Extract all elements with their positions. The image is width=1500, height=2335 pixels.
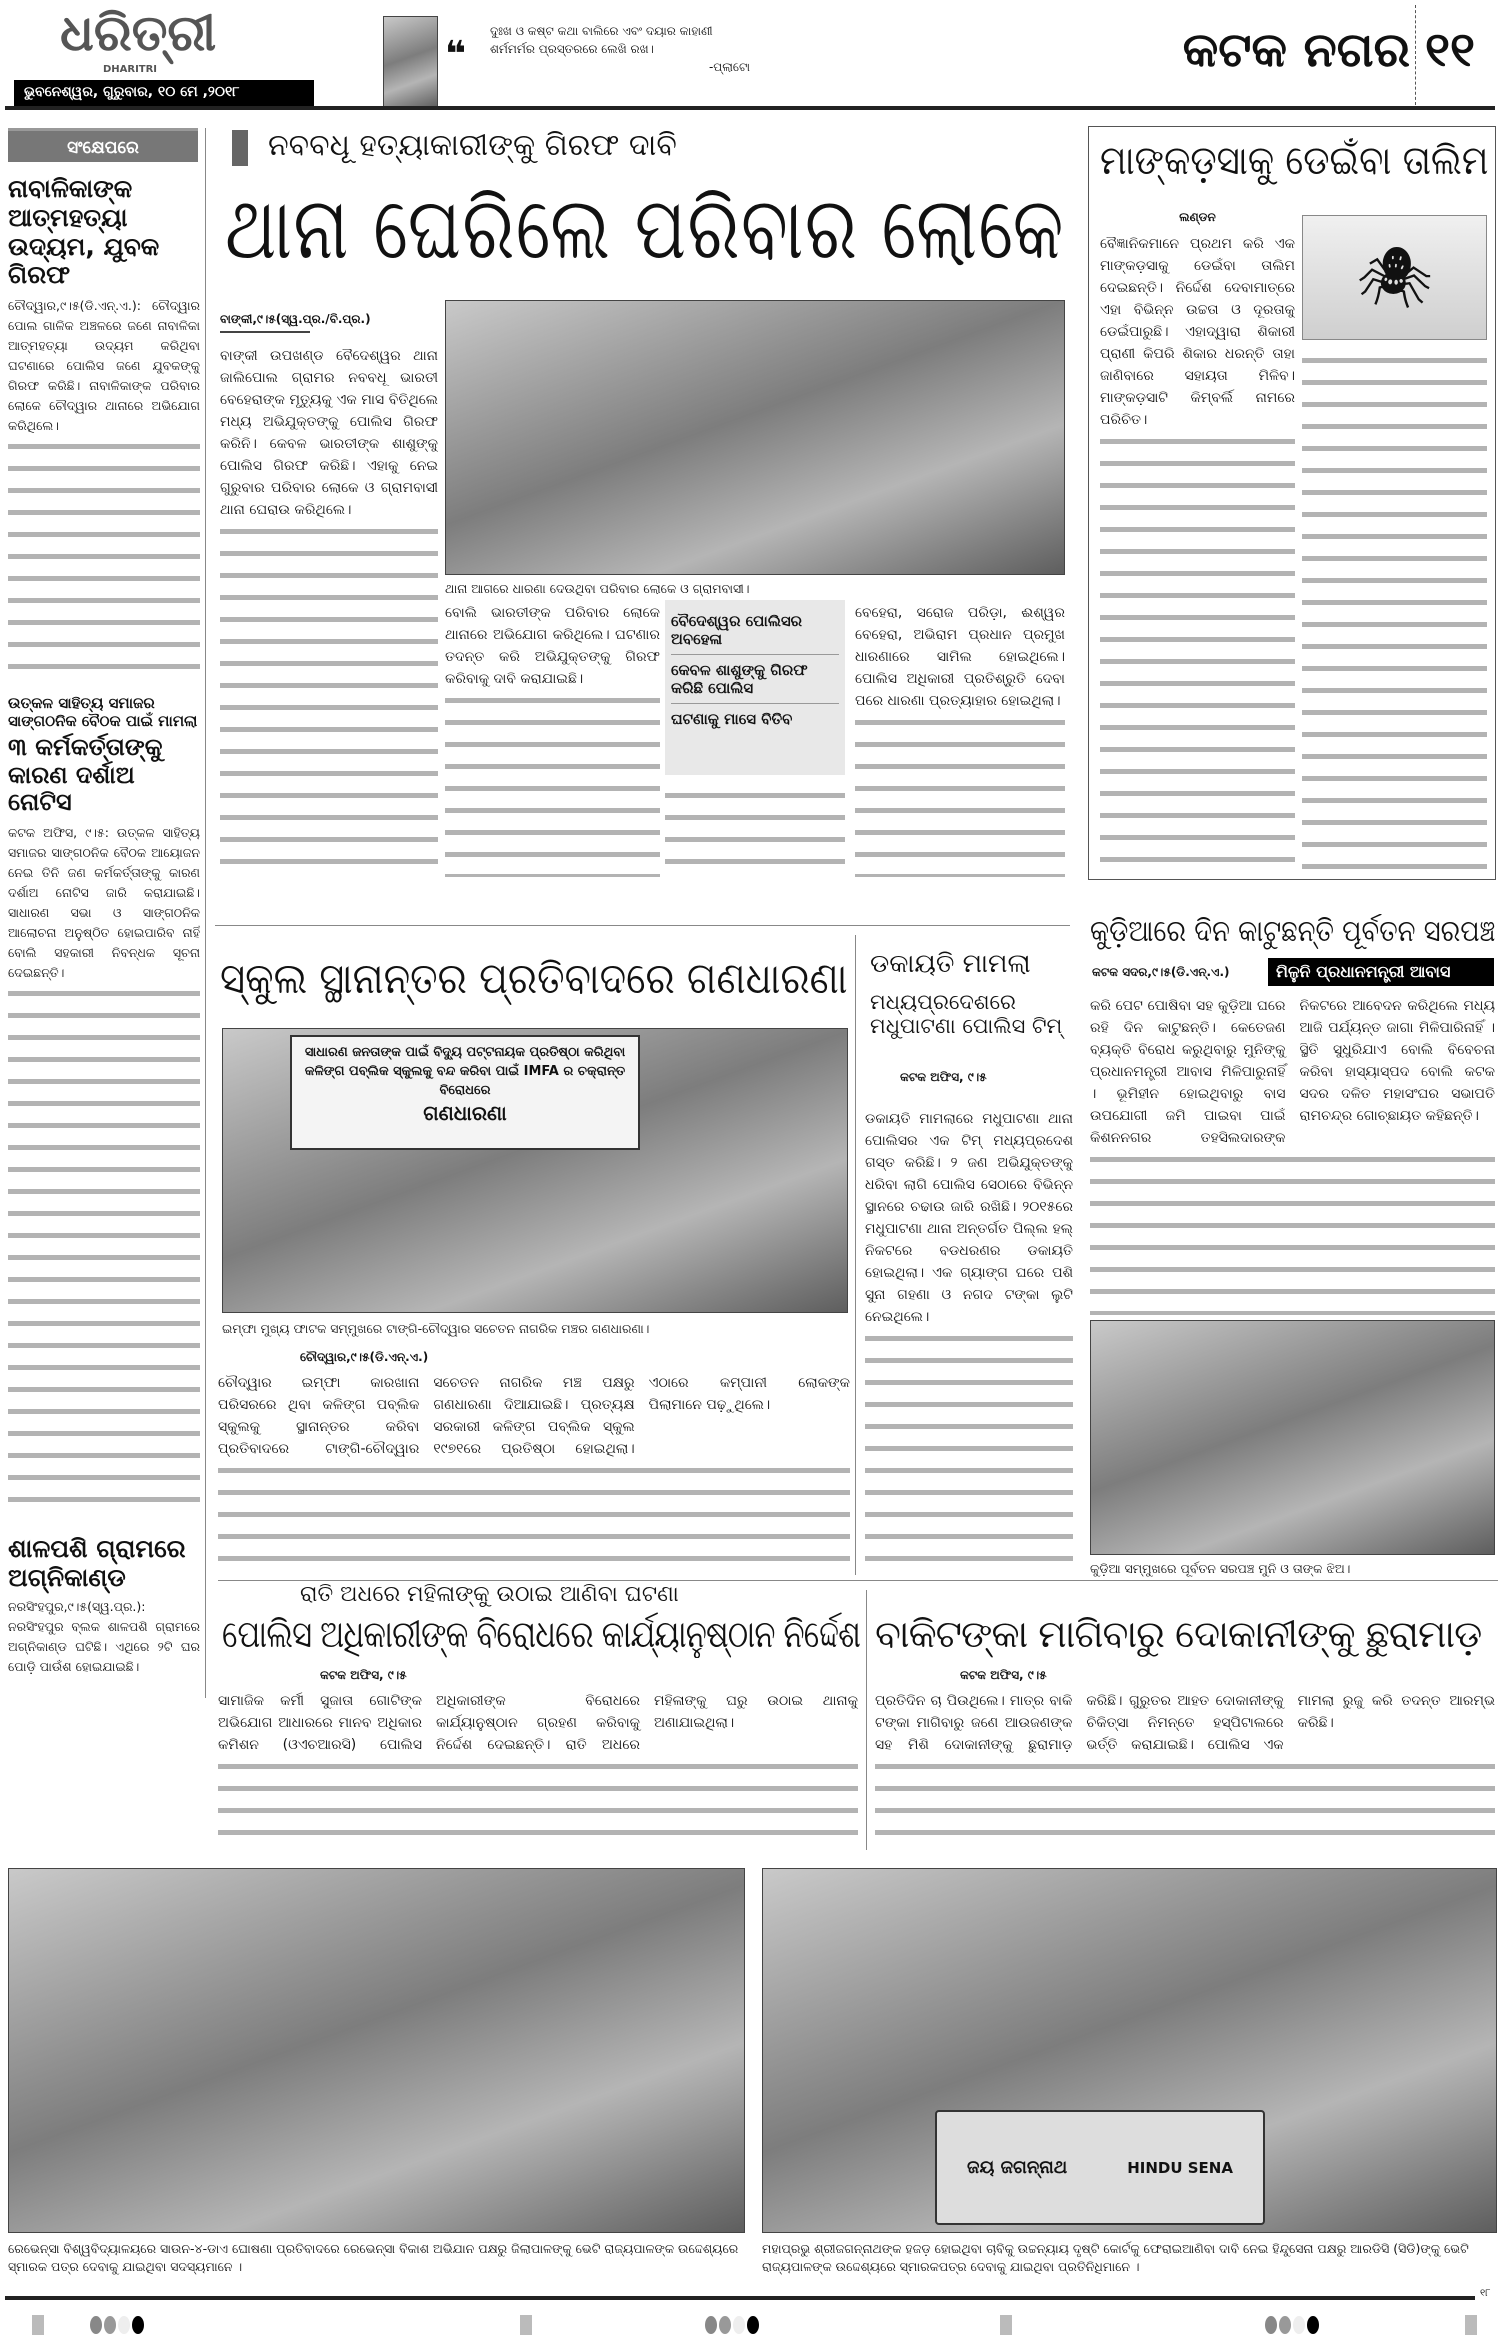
police-body: ସାମାଜିକ କର୍ମୀ ସୁଜାତା ଗୋଟିଙ୍କ ଅଭିଯୋଗ ଆଧାରରେ ମାନବ ଅଧିକାର କମିଶନ (ଓଏଚଆରସି) ପୋଲିସ ଅଧିକାରୀଙ୍କ ବିରୋଧରେ କାର୍ଯ୍ୟାନୁଷ୍ଠାନ ଗ୍ରହଣ କରିବାକୁ ନିର୍ଦ୍ଦେଶ ଦେଇଛନ୍ତି। ରାତି ଅଧରେ ମହିଳାଙ୍କୁ ଘରୁ ଉଠାଇ ଥାନାକୁ ଅଣାଯାଇଥିଲା।	[218, 1693, 858, 1753]
text-lines	[875, 1756, 1495, 1850]
logo-sub: DHARITRI	[102, 64, 158, 75]
text-lines	[1100, 431, 1295, 870]
lead-body: ବେହେରା, ସରୋଜ ପରିଡ଼ା, ଈଶ୍ୱର ବେହେରା, ଅଭିରାମ ପ୍ରଧାନ ପ୍ରମୁଖ ଧାରଣାରେ ସାମିଲ ହୋଇଥିଲେ। ପୋଲିସ ଅଧିକାରୀ ପ୍ରତିଶ୍ରୁତି ଦେବା ପରେ ଧାରଣା ପ୍ରତ୍ୟାହାର ହୋଇଥିଲା।	[855, 605, 1065, 709]
lead-body: ବାଙ୍କୀ ଉପଖଣ୍ଡ ବୈଦେଶ୍ୱର ଥାନା ଜାଲିପୋଲ ଗ୍ରାମର ନବବଧୂ ଭାରତୀ ବେହେରାଙ୍କ ମୃତ୍ୟୁକୁ ଏକ ମାସ ବିତିଥିଲେ ମଧ୍ୟ ଅଭିଯୁକ୍ତଙ୍କୁ ପୋଲିସ ଗିରଫ କରିନି। କେବଳ ଭାରତୀଙ୍କ ଶାଶୁଙ୍କୁ ପୋଲିସ ଗିରଫ କରିଛି। ଏହାକୁ ନେଇ ଗୁରୁବାର ପରିବାର ଲୋକେ ଓ ଗ୍ରାମବାସୀ ଥାନା ଘେରାଉ କରିଥିଲେ।	[220, 348, 438, 518]
text-lines	[218, 1460, 850, 1567]
kudia-byline: କଟକ ସଦର,୯।୫(ଡି.ଏନ୍.ଏ.)	[1092, 965, 1230, 979]
column-divider	[866, 1590, 867, 1850]
spider-photo: 🕷	[1302, 215, 1487, 340]
dacoity-headline: ମଧ୍ୟପ୍ରଦେଶରେ ମଧୁପାଟଣା ପୋଲିସ ଟିମ୍	[870, 990, 1063, 1039]
highlight-item: ଘଟଣାକୁ ମାସେ ବିତିବ	[671, 710, 793, 728]
dacoity-byline: କଟକ ଅଫିସ, ୯।୫	[900, 1070, 987, 1084]
lead-byline: ବାଙ୍କୀ,୯।୫(ସ୍ୱ.ପ୍ର./ବି.ପ୍ର.)	[220, 312, 371, 326]
shop-body-area	[875, 1690, 1495, 1850]
school-body: ଚୌଦ୍ୱାର ଇମ୍ଫା କାରଖାନା ପରିସରରେ ଥିବା କଳିଙ୍ଗ ପବ୍ଲିକ ସ୍କୁଲକୁ ସ୍ଥାନାନ୍ତର କରିବା ପ୍ରତିବାଦରେ ଟାଙ୍ଗି-ଚୌଦ୍ୱାର ସଚେତନ ନାଗରିକ ମଞ୍ଚ ପକ୍ଷରୁ ଗଣଧାରଣା ଦିଆଯାଇଛି। ପ୍ରତ୍ୟକ୍ଷ ସରକାରୀ କଳିଙ୍ଗ ପବ୍ଲିକ ସ୍କୁଲ ୧୯୭୧ରେ ପ୍ରତିଷ୍ଠା ହୋଇଥିଲା। ଏଠାରେ କମ୍ପାନୀ ଲୋକଙ୍କ ପିଲାମାନେ ପଢ଼ୁଥିଲେ।	[218, 1375, 850, 1457]
brief-fire	[8, 1535, 200, 1700]
plato-portrait	[383, 16, 438, 108]
divider	[220, 331, 310, 333]
police-byline: କଟକ ଅଫିସ, ୯।୫	[320, 1668, 407, 1682]
dacoity-kicker: ଡକାୟତି ମାମଲା	[870, 949, 1031, 979]
brief-body: ଚୌଦ୍ୱାର,୯।୫(ଡି.ଏନ୍.ଏ.): ଚୌଦ୍ୱାର ପୋଲ ଗାଳିକ ଅଞ୍ଚଳରେ ଜଣେ ନାବାଳିକା ଆତ୍ମହତ୍ୟା ଉଦ୍ୟମ କରିଥିବା ଘଟଣାରେ ପୋଲିସ ଜଣେ ଯୁବକଙ୍କୁ ଗିରଫ କରିଛି। ନାବାଳିକାଙ୍କ ପରିବାର ଲୋକେ ଚୌଦ୍ୱାର ଥାନାରେ ଅଭିଯୋଗ କରିଥିଲେ।	[8, 298, 200, 433]
police-headline: ପୋଲିସ ଅଧିକାରୀଙ୍କ ବିରୋଧରେ କାର୍ଯ୍ୟାନୁଷ୍ଠାନ ନିର୍ଦ୍ଦେଶ	[222, 1612, 861, 1656]
dacoity-body-area	[865, 1108, 1073, 1578]
shop-byline: କଟକ ଅଫିସ, ୯।୫	[960, 1668, 1047, 1682]
divider	[1415, 5, 1416, 105]
police-kicker: ରାତି ଅଧରେ ମହିଳାଙ୍କୁ ଉଠାଇ ଆଣିବା ଘଟଣା	[300, 1582, 679, 1607]
brief-kicker: ଉତ୍କଳ ସାହିତ୍ୟ ସମାଜର ସାଙ୍ଗଠନିକ ବୈଠକ ପାଇଁ ମାମଲା	[8, 694, 198, 730]
logo-text: ଧରିତ୍ରୀ	[60, 4, 217, 62]
kudia-photo-caption: କୁଡ଼ିଆ ସମ୍ମୁଖରେ ପୂର୍ବତନ ସରପଞ୍ଚ ମୁନି ଓ ତାଙ୍କ ଝିଅ।	[1090, 1561, 1351, 1576]
kudia-headline: କୁଡ଼ିଆରେ ଦିନ କାଟୁଛନ୍ତି ପୂର୍ବତନ ସରପଞ୍ଚ	[1090, 914, 1496, 949]
divider	[218, 1580, 1498, 1581]
brief-body: କଟକ ଅଫିସ, ୯।୫: ଉତ୍କଳ ସାହିତ୍ୟ ସମାଜର ସାଙ୍ଗଠନିକ ବୈଠକ ଆୟୋଜନ ନେଇ ତିନି ଜଣ କର୍ମକର୍ତ୍ତାଙ୍କୁ କାରଣ ଦର୍ଶାଅ ନୋଟିସ ଜାରି କରାଯାଇଛି। ସାଧାରଣ ସଭା ଓ ସାଙ୍ଗଠନିକ ଆଲୋଚନା ଅନୁଷ୍ଠିତ ହୋଇପାରିବ ନାହିଁ ବୋଲି ସହକାରୀ ନିବନ୍ଧକ ସୂଚନା ଦେଇଛନ୍ତି।	[8, 824, 200, 980]
print-registration-marks	[0, 2310, 1500, 2335]
footer-rule	[5, 2296, 1475, 2300]
text-lines	[1090, 1149, 1495, 1315]
lead-highlight-box	[665, 600, 845, 775]
lead-col-1	[220, 312, 438, 877]
school-photo-caption: ଇମ୍ଫା ମୁଖ୍ୟ ଫାଟକ ସମ୍ମୁଖରେ ଟାଙ୍ଗି-ଚୌଦ୍ୱାର ସଚେତନ ନାଗରିକ ମଞ୍ଚର ଗଣଧାରଣା।	[222, 1321, 650, 1336]
kudia-body: କରି ପେଟ ପୋଷିବା ସହ କୁଡ଼ିଆ ଘରେ ରହି ଦିନ କାଟୁଛନ୍ତି। କେତେଜଣ ବ୍ୟକ୍ତି ବିରୋଧ କରୁଥିବାରୁ ମୁନିଙ୍କୁ ପ୍ରଧାନମନ୍ତ୍ରୀ ଆବାସ ମିଳିପାରୁନାହିଁ । ଭୂମିହୀନ ହୋଇଥିବାରୁ ବାସ ଉପଯୋଗୀ ଜମି ପାଇବା ପାଇଁ କିଶନନଗର ତହସିଲଦାରଙ୍କ ନିକଟରେ ଆବେଦନ କରିଥିଲେ ମଧ୍ୟ ଆଜି ପର୍ଯ୍ୟନ୍ତ ଜାଗା ମିଳିପାରିନାହିଁ । ସ୍ଥିତି ସୁଧୁରିଯାଏ ବୋଲି ବିବେଚନା କରିବା ହାସ୍ୟାସ୍ପଦ ବୋଲି କଟକ ସଦର ଦଳିତ ମହାସଂଘର ସଭାପତି ରାମଚନ୍ଦ୍ର ଗୋଚ୍ଛାୟତ କହିଛନ୍ତି।	[1090, 998, 1495, 1146]
protest-banner	[290, 1035, 640, 1150]
column-divider	[205, 128, 206, 1698]
spider-col-2	[1302, 350, 1487, 870]
text-lines	[865, 1328, 1073, 1578]
bottom-right-caption: ମହାପ୍ରଭୁ ଶ୍ରୀଜଗନ୍ନାଥଙ୍କ ହଜଡ଼ ହୋଇଥିବା ଚାବିକୁ ଉଚ୍ଚନ୍ୟାୟ ଦୃଷ୍ଟି କୋର୍ଟକୁ ଫେରାଇଆଣିବା ଦାବି ନେଇ ହିନ୍ଦୁସେନା ପକ୍ଷରୁ ଆରଡିସି (ସିଡି)ଙ୍କୁ ଭେଟି ରାଜ୍ୟପାଳଙ୍କ ଉଦ୍ଦେଶ୍ୟରେ ସ୍ମାରକପତ୍ର ଦେବାକୁ ଯାଇଥିବା ପ୍ରତିନିଧିମାନେ ।	[762, 2241, 1469, 2274]
lead-headline: ଥାନା ଘେରିଲେ ପରିବାର ଲୋକେ	[225, 179, 1065, 279]
quote-author: -ପ୍ଲାଟୋ	[708, 60, 750, 74]
text-lines	[1302, 350, 1487, 870]
banner-text: ସାଧାରଣ ଜନତାଙ୍କ ପାଇଁ ବିଦ୍ୟୁ ପଟ୍ଟନାୟକ ପ୍ରତିଷ୍ଠା କରିଥିବା କଳିଙ୍ଗ ପବ୍ଲିକ ସ୍କୁଲକୁ ବନ୍ଦ କରିବା ପାଇଁ IMFA ର ଚକ୍ରାନ୍ତ ବିରୋଧରେ	[304, 1045, 626, 1098]
quote-of-day	[490, 22, 750, 76]
quote-mark-icon: ❝	[445, 34, 467, 75]
police-body-area	[218, 1690, 858, 1850]
text-lines	[220, 521, 438, 877]
hindu-sena-banner	[935, 2110, 1265, 2225]
lead-photo-caption: ଥାନା ଆଗରେ ଧାରଣା ଦେଉଥିବା ପରିବାର ଲୋକେ ଓ ଗ୍ରାମବାସୀ।	[445, 581, 750, 596]
brief-body: ନରସିଂହପୁର,୯।୫(ସ୍ୱ.ପ୍ର.): ନରସିଂହପୁର ବ୍ଲକ ଶାଳପଶି ଗ୍ରାମରେ ଅଗ୍ନିକାଣ୍ଡ ଘଟିଛି। ଏଥିରେ ୨ଟି ଘର ପୋଡ଼ି ପାଉଁଶ ହୋଇଯାଇଛି।	[8, 1598, 200, 1674]
page-number: ୧୧	[1425, 22, 1476, 78]
text-lines	[8, 983, 200, 1515]
divider	[215, 925, 1070, 926]
quote-text: ଦୁଃଖ ଓ କଷ୍ଟ କଥା ବାଲିରେ ଏବଂ ଦୟାର କାହାଣୀ ଶର୍ମମର୍ମର ପ୍ରସ୍ତରରେ ଲେଖି ରଖ।	[490, 24, 713, 56]
dacoity-body: ଡକାୟତି ମାମଲାରେ ମଧୁପାଟଣା ଥାନା ପୋଲିସର ଏକ ଟିମ୍ ମଧ୍ୟପ୍ରଦେଶ ଗସ୍ତ କରିଛି। ୨ ଜଣ ଅଭିଯୁକ୍ତଙ୍କୁ ଧରିବା ଲାଗି ପୋଲିସ ସେଠାରେ ବିଭିନ୍ନ ସ୍ଥାନରେ ଚଢାଉ ଜାରି ରଖିଛି। ୨୦୧୫ରେ ମଧୁପାଟଣା ଥାନା ଅନ୍ତର୍ଗତ ପିଲ୍ଲ ହଲ୍ ନିକଟରେ ବଡଧରଣର ଡକାୟତି ହୋଇଥିଲା। ଏକ ଗ୍ୟାଙ୍ଗ ଘରେ ପଶି ସୁନା ଗହଣା ଓ ନଗଦ ଟଙ୍କା ଲୁଟି ନେଇଥିଲେ।	[865, 1111, 1073, 1325]
spider-headline: ମାଙ୍କଡ଼ସାକୁ ଡେଇଁବା ତାଲିମ	[1100, 138, 1489, 184]
text-lines	[665, 785, 845, 877]
school-headline: ସ୍କୁଲ ସ୍ଥାନାନ୍ତର ପ୍ରତିବାଦରେ ଗଣଧାରଣା	[220, 954, 848, 1004]
brief-headline: ୩ କର୍ମକର୍ତ୍ତାଙ୍କୁ କାରଣ ଦର୍ଶାଅ ନୋଟିସ	[8, 733, 163, 817]
banner-hindu-text: HINDU SENA	[1127, 2158, 1233, 2177]
brief-label: ସଂକ୍ଷେପରେ	[8, 128, 198, 162]
shop-headline: ବାକିଟଙ୍କା ମାଗିବାରୁ ଦୋକାନୀଙ୍କୁ ଛୁରାମାଡ଼	[875, 1612, 1482, 1656]
bottom-left-caption: ରେଭେନ୍ସା ବିଶ୍ୱବିଦ୍ୟାଳୟରେ ସାଉନ-୪-ଡାଏ ଘୋଷଣା ପ୍ରତିବାଦରେ ରେଭେନ୍ସା ବିକାଶ ଅଭିଯାନ ପକ୍ଷରୁ ଜିଲାପାଳଙ୍କୁ ଭେଟି ରାଜ୍ୟପାଳଙ୍କ ଉଦ୍ଦେଶ୍ୟରେ ସ୍ମାରକ ପତ୍ର ଦେବାକୁ ଯାଇଥିବା ସଦସ୍ୟମାନେ ।	[8, 2241, 739, 2274]
text-lines	[445, 690, 660, 877]
kicker-bar	[232, 130, 248, 166]
lead-kicker: ନବବଧୂ ହତ୍ୟାକାରୀଙ୍କୁ ଗିରଫ ଦାବି	[268, 128, 677, 163]
text-lines	[218, 1756, 858, 1850]
highlight-item: ବୈଦେଶ୍ୱର ପୋଲିସର ଅବହେଳା	[671, 606, 839, 655]
text-lines	[8, 436, 200, 686]
kudia-photo	[1090, 1320, 1495, 1555]
spider-col-1	[1100, 210, 1295, 870]
school-byline: ଚୌଦ୍ୱାର,୯।୫(ଡି.ଏନ୍.ଏ.)	[300, 1350, 429, 1364]
lead-photo	[445, 300, 1065, 575]
spider-body: ବୈଜ୍ଞାନିକମାନେ ପ୍ରଥମ କରି ଏକ ମାଙ୍କଡ଼ସାକୁ ଡେଇଁବା ତାଲିମ ଦେଇଛନ୍ତି। ନିର୍ଦ୍ଦେଶ ଦେବାମାତ୍ରେ ଏହା ବିଭିନ୍ନ ଉଚ୍ଚତା ଓ ଦୂରତାକୁ ଡେଇଁପାରୁଛି। ଏହାଦ୍ୱାରା ଶିକାରୀ ପ୍ରାଣୀ କିପରି ଶିକାର ଧରନ୍ତି ତାହା ଜାଣିବାରେ ସହାୟତା ମିଳିବ। ମାଙ୍କଡ଼ସାଟି କିମ୍ବର୍ଲି ନାମରେ ପରିଚିତ।	[1100, 236, 1295, 428]
lead-col-3	[665, 785, 845, 877]
kudia-body-area	[1090, 995, 1495, 1315]
school-body-area	[218, 1372, 850, 1567]
lead-col-4	[855, 602, 1065, 877]
kudia-banner: ମିଳୁନି ପ୍ରଧାନମନ୍ତ୍ରୀ ଆବାସ	[1268, 958, 1494, 986]
column-divider	[855, 935, 856, 1575]
lead-body: ବୋଲି ଭାରତୀଙ୍କ ପରିବାର ଲୋକେ ଥାନାରେ ଅଭିଯୋଗ କରିଥିଲେ। ଘଟଣାର ତଦନ୍ତ କରି ଅଭିଯୁକ୍ତଙ୍କୁ ଗିରଫ କରିବାକୁ ଦାବି କରାଯାଇଛି।	[445, 605, 660, 687]
header-rule	[5, 106, 1495, 110]
brief-headline: ଶାଳପଶି ଗ୍ରାମରେ ଅଗ୍ନିକାଣ୍ଡ	[8, 1535, 186, 1592]
banner-title: ଗଣଧାରଣା	[423, 1101, 507, 1125]
highlight-item: କେବଳ ଶାଶୁଙ୍କୁ ଗିରଫ କରିଛି ପୋଲିସ	[671, 655, 839, 704]
section-title: କଟକ ନଗର	[1182, 22, 1410, 78]
bottom-left-photo	[8, 1868, 745, 2233]
spider-dateline: ଲଣ୍ଡନ	[1179, 210, 1216, 224]
newspaper-logo	[60, 2, 217, 75]
dateline: ଭୁବନେଶ୍ୱର, ଗୁରୁବାର, ୧୦ ମେ ,୨୦୧୮	[14, 80, 314, 107]
brief-headline: ନାବାଳିକାଙ୍କ ଆତ୍ମହତ୍ୟା ଉଦ୍ୟମ, ଯୁବକ ଗିରଫ	[8, 175, 160, 290]
shop-body: ପ୍ରତିଦିନ ଚା ପିଉଥିଲେ। ମାତ୍ର ବାକି ଟଙ୍କା ମାଗିବାରୁ ଜଣେ ଆଉଜଣଙ୍କ ସହ ମିଶି ଦୋକାନୀଙ୍କୁ ଛୁରାମାଡ଼ କରିଛି। ଗୁରୁତର ଆହତ ଦୋକାନୀଙ୍କୁ ଚିକିତ୍ସା ନିମନ୍ତେ ହସ୍ପିଟାଲରେ ଭର୍ତ୍ତି କରାଯାଇଛି। ପୋଲିସ ଏକ ମାମଲା ରୁଜୁ କରି ତଦନ୍ତ ଆରମ୍ଭ କରିଛି।	[875, 1693, 1495, 1753]
brief-column	[8, 175, 200, 1515]
lead-col-2	[445, 602, 660, 877]
banner-jay-text: ଜୟ ଜଗନ୍ନାଥ	[967, 2157, 1068, 2178]
text-lines	[855, 712, 1065, 877]
corner-mark: ୧୮	[1480, 2288, 1491, 2299]
